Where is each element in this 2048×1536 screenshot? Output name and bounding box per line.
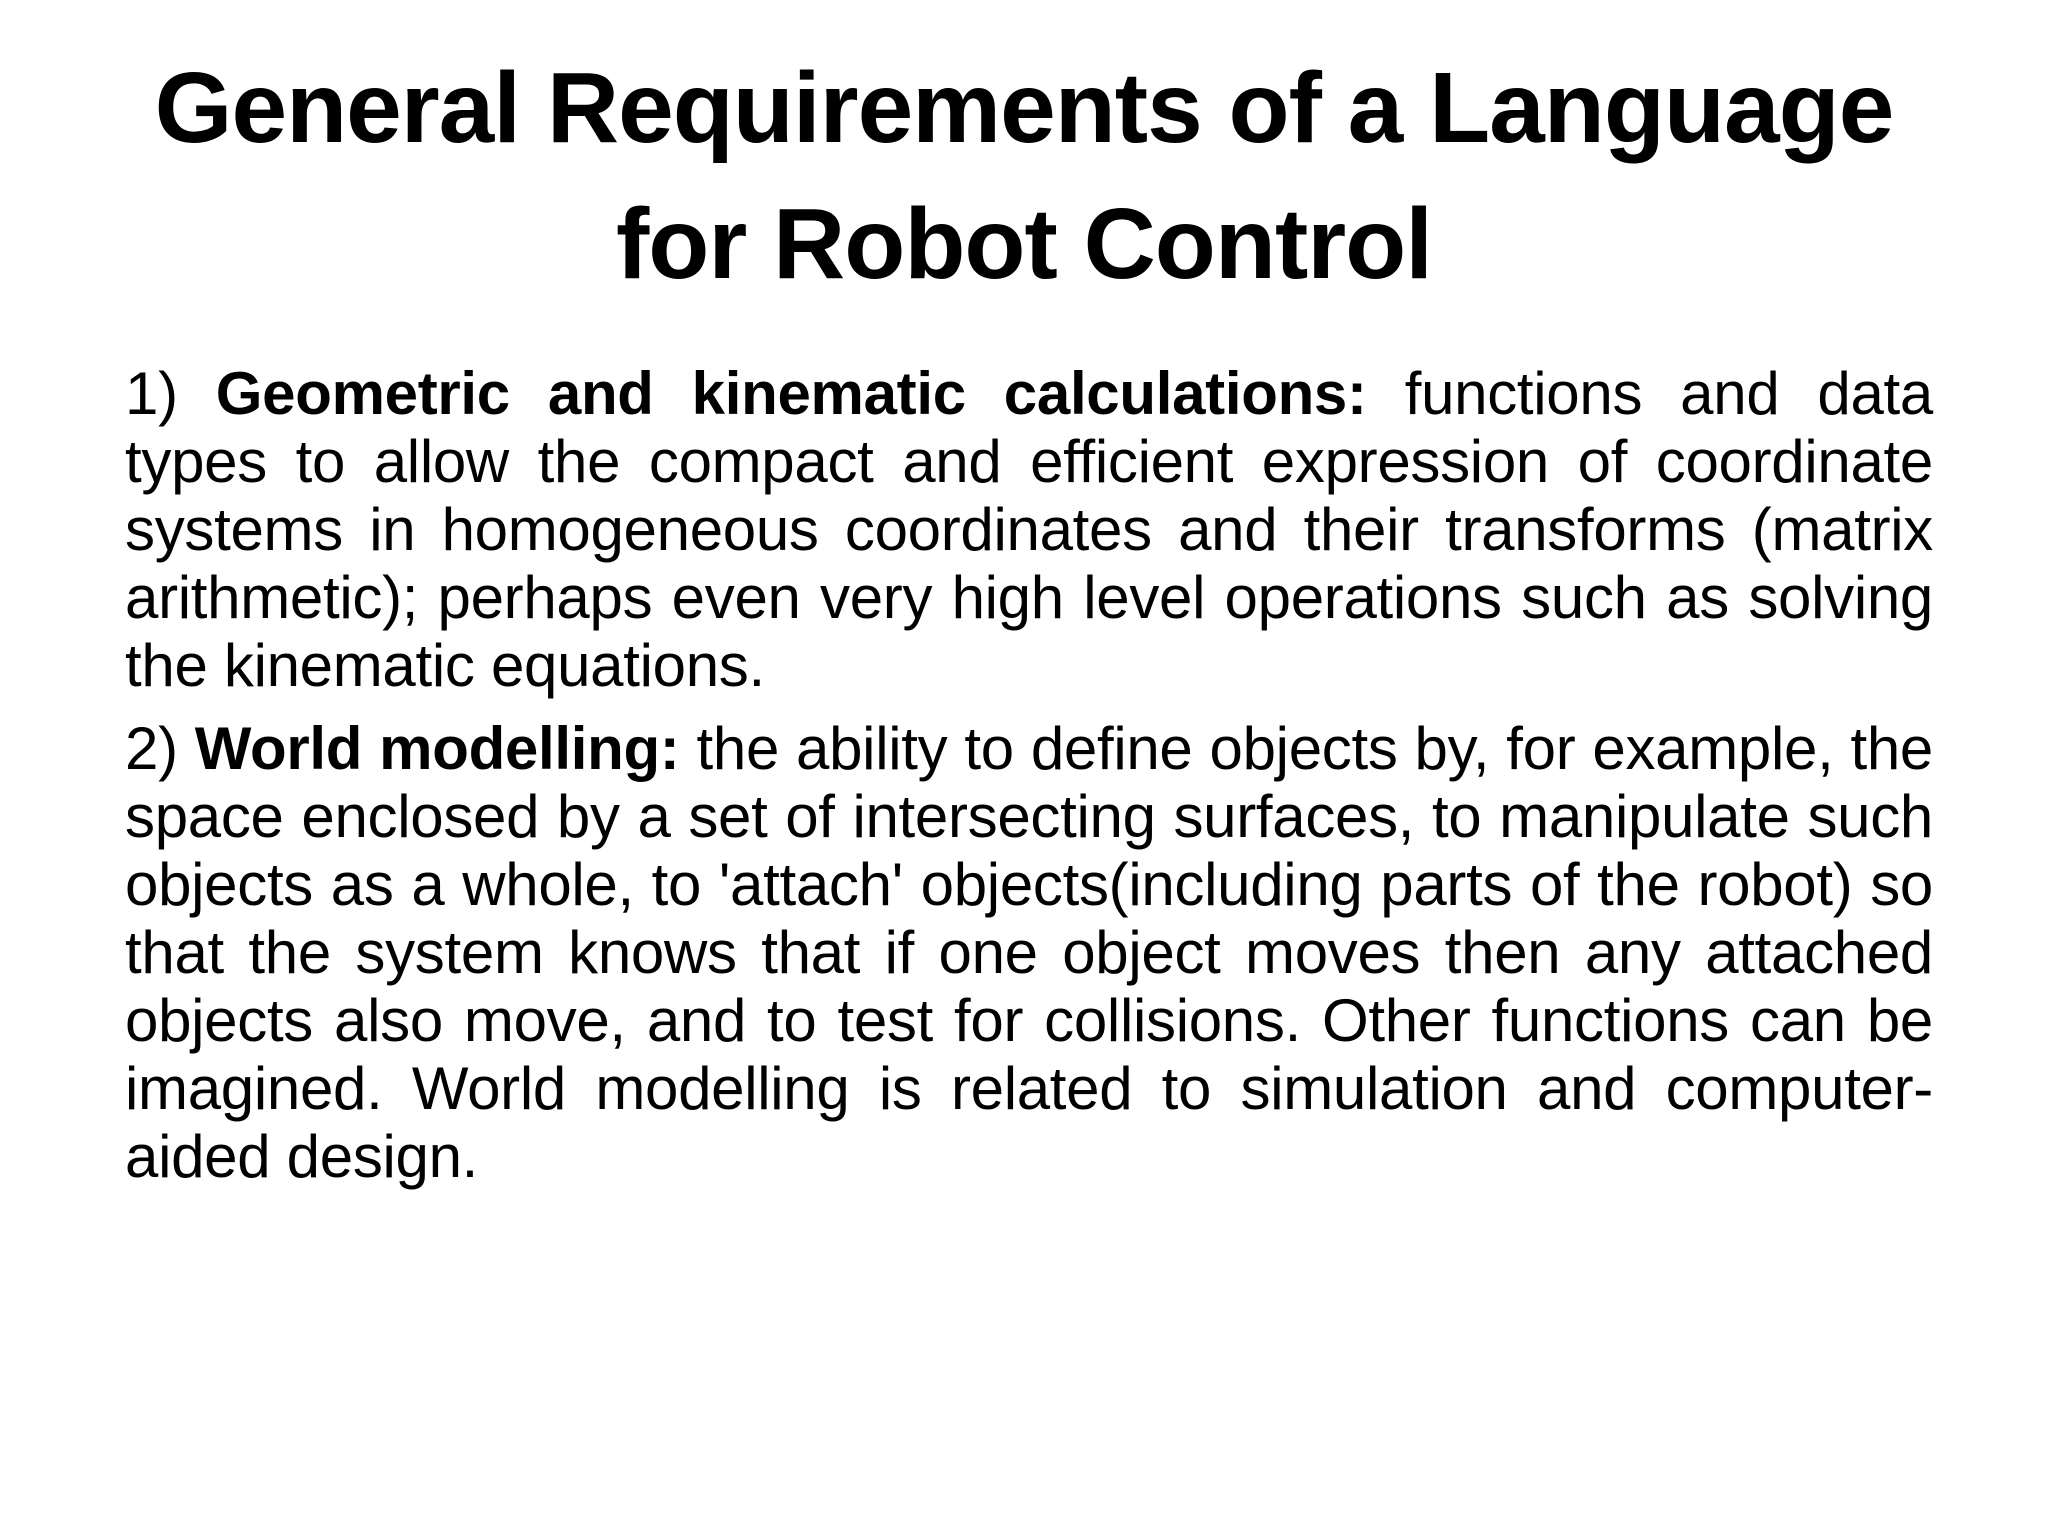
item-number: 1)	[125, 360, 178, 427]
slide-title: General Requirements of a Language for Robot Control	[154, 52, 1894, 300]
requirement-item-geometric	[125, 360, 1933, 700]
item-heading: World modelling:	[194, 715, 680, 782]
slide-body	[125, 360, 1933, 1206]
item-number: 2)	[125, 715, 178, 782]
requirement-item-world-modelling	[125, 715, 1933, 1191]
item-text: the ability to define objects by, for example, the space enclosed by a set of intersecting surfaces, to manipulate such objects as a whole, to 'attach' objects(including parts of the robot) so that the system knows that if one object moves then any attached objects also move, and to test for collisions. Other functions can be imagined. World modelling is related to simulation and computer-aided design.	[125, 715, 1933, 1190]
item-heading: Geometric and kinematic calculations:	[215, 360, 1367, 427]
item-text: functions and data types to allow the compact and efficient expression of coordinate systems in homogeneous coordinates and their transforms (matrix arithmetic); perhaps even very high level operations such as solving the kinematic equations.	[125, 360, 1933, 699]
